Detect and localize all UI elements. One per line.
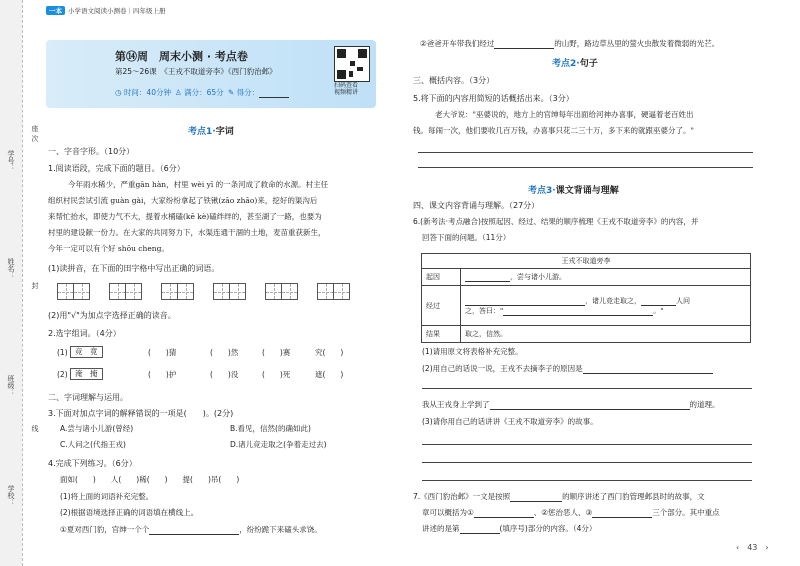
score-info: ✎ 得分： bbox=[228, 88, 289, 98]
q7-blank-1[interactable] bbox=[474, 508, 534, 518]
passage-line-3: 来帮忙抬水，即使力气不大，提着水桶磕(kē kè)磕绊绊的，甚至湖了一路，也要为 bbox=[48, 212, 322, 221]
s2-title: 二、字词理解与运用。 bbox=[48, 393, 128, 402]
row2-label: (2) bbox=[57, 370, 68, 379]
tianzige-4[interactable] bbox=[214, 283, 246, 300]
q7-line-3: 讲述的是第 (填序号)部分的内容。（4分） bbox=[422, 524, 597, 533]
passage-line-1: 今年雨水稀少，严重gān hàn，村里 wèi yī 的一条河成了救命的水源。村主任 bbox=[68, 180, 329, 189]
xuehao-label: 学号： bbox=[7, 150, 15, 171]
time-info: ◷ 时间：40分钟 bbox=[115, 88, 171, 97]
page-title: 第⑭周 周末小测 · 考点卷 bbox=[115, 50, 248, 63]
full-score-info: ♙ 满分：65分 bbox=[175, 88, 224, 97]
edit-icon: ✎ bbox=[228, 88, 237, 97]
row-cause-content[interactable]: ，尝与诸小儿游。 bbox=[461, 269, 751, 286]
qr-caption: 扫码查看 视频精讲 bbox=[334, 82, 359, 96]
page-subtitle: 第25～26课 《王戎不取道旁李》《西门豹治邺》 bbox=[115, 67, 277, 76]
row1-blank-a[interactable]: ( )猜 bbox=[148, 348, 177, 357]
tianzige-6[interactable] bbox=[318, 283, 350, 300]
tianzige-2[interactable] bbox=[110, 283, 142, 300]
q6-line-2: 回答下面的问题。（11分） bbox=[422, 233, 511, 242]
row2-blank-c[interactable]: ( )死 bbox=[262, 370, 291, 379]
page-number: ‹ 43 › bbox=[736, 543, 769, 552]
q5-answer-line-1[interactable] bbox=[418, 152, 753, 153]
q4c-blank[interactable] bbox=[149, 525, 239, 535]
q2-title: 2.选字组词。（4分） bbox=[48, 329, 121, 338]
q5-title: 5.将下面的内容用简短的话概括出来。（3分） bbox=[413, 94, 574, 103]
q7-blank-3[interactable] bbox=[592, 508, 652, 518]
q7-line-1: 7.《西门豹治邺》一文是按照 的顺序讲述了西门豹管理邺县时的故事，文 bbox=[413, 492, 705, 501]
s3-title: 三、概括内容。（3分） bbox=[413, 76, 495, 85]
clock-icon: ◷ bbox=[115, 88, 124, 97]
kp3-heading: 考点3·课文背诵与理解 bbox=[528, 186, 619, 196]
header-text: 小学语文阅读小测卷｜四年级上册 bbox=[68, 7, 166, 15]
row1-blank-b[interactable]: ( )然 bbox=[210, 348, 239, 357]
row2-blank-b[interactable]: ( )没 bbox=[210, 370, 239, 379]
q6-1: (1)请用原文将表格补充完整。 bbox=[422, 347, 523, 356]
side-ci: 次 bbox=[31, 135, 39, 142]
table-heading: 王戎不取道旁李 bbox=[422, 254, 751, 269]
row-process-content[interactable]: ，诸儿竞走取之， 人问 之，答曰：" 。" bbox=[461, 286, 751, 326]
q6-3-line-3[interactable] bbox=[422, 480, 752, 481]
q4c-sentence: ①夏对西门豹，官绅一个个 ，纷纷跪下来磕头求饶。 bbox=[60, 525, 322, 534]
xingming-label: 姓名： bbox=[7, 258, 15, 279]
option-b[interactable]: B.看见，信然(的确如此) bbox=[230, 424, 311, 433]
q7-line-2: 章可以概括为① 、②惩治恶人、③ 三个部分。其中重点 bbox=[422, 508, 720, 517]
row-label-cause: 起因 bbox=[422, 269, 461, 286]
q6-2: (2)用自己的话说一说，王戎不去摘李子的原因是 bbox=[422, 364, 713, 374]
q4a-instruction: (1)将上面的词语补充完整。 bbox=[60, 492, 154, 501]
xuexiao-label: 学校： bbox=[7, 485, 15, 506]
q1a-instruction: (1)读拼音，在下面的田字格中写出正确的词语。 bbox=[48, 264, 220, 273]
row1-blank-d[interactable]: 究( ) bbox=[315, 348, 344, 357]
brand-logo: 一本 bbox=[46, 6, 65, 15]
q5-passage-1: 老大爷说："巫婆说的，地方上的官绅每年出面给河神办喜事，硬逼着老百姓出 bbox=[435, 110, 694, 119]
q5-passage-2: 钱。每闹一次，他们要收几百万钱，办喜事只花二三十万，多下来的就跟巫婆分了。" bbox=[413, 126, 694, 135]
side-feng: 封 bbox=[31, 282, 39, 289]
option-d[interactable]: D.诸儿竞走取之(争着走过去) bbox=[230, 440, 327, 449]
person-icon: ♙ bbox=[175, 88, 185, 97]
row2-blank-d[interactable]: 遮( ) bbox=[315, 370, 344, 379]
kp2-heading: 考点2·句子 bbox=[552, 59, 598, 69]
row1-chars: 竞 竟 bbox=[70, 346, 103, 358]
q3-title: 3.下面对加点字词的解释错误的一项是( )。(2分) bbox=[48, 409, 234, 418]
kp1-heading: 考点1·字词 bbox=[188, 127, 234, 137]
q6-2-blank[interactable] bbox=[583, 364, 713, 374]
q6-3-line-1[interactable] bbox=[422, 444, 752, 445]
row-label-result: 结果 bbox=[422, 326, 461, 343]
row-result-content[interactable]: 取之，信然。 bbox=[461, 326, 751, 343]
q6-2-learned: 我从王戎身上学到了 的道理。 bbox=[422, 400, 720, 409]
s4-title: 四、课文内容背诵与理解。（27分） bbox=[413, 201, 540, 210]
side-zuo: 座 bbox=[31, 125, 39, 132]
header-bar bbox=[46, 6, 166, 15]
q5-answer-line-2[interactable] bbox=[418, 167, 753, 168]
passage-line-2: 组织村民尝试引流 guàn gài，大家纷纷拿起了铁锹(zāo zhāo)来，挖好的渠沟后 bbox=[48, 196, 318, 205]
story-table bbox=[421, 253, 751, 343]
q6-2-line[interactable] bbox=[422, 388, 752, 389]
option-c[interactable]: C.人问之(代指王戎) bbox=[60, 440, 126, 449]
row-label-process: 经过 bbox=[422, 286, 461, 326]
q7-blank-order[interactable] bbox=[510, 492, 562, 502]
tianzige-1[interactable] bbox=[58, 283, 90, 300]
banji-label: 班级： bbox=[7, 375, 15, 396]
q6-2b-blank[interactable] bbox=[490, 400, 690, 410]
passage-line-5: 今年一定可以有个好 shōu cheng。 bbox=[48, 244, 169, 253]
row2-chars: 淹 掩 bbox=[70, 368, 103, 380]
row2-blank-a[interactable]: ( )护 bbox=[148, 370, 177, 379]
qr-code[interactable] bbox=[334, 46, 370, 82]
idiom-fill[interactable]: 面如( ) 人( )稀( ) 提( )吊( ) bbox=[60, 475, 240, 484]
right-top-sentence: ②爸爸开车带我们经过 的山野，路边草丛里的萤火虫散发着微弱的光芒。 bbox=[420, 39, 720, 48]
q1b-instruction: (2)用"√"为加点字选择正确的读音。 bbox=[48, 311, 176, 320]
option-a[interactable]: A.尝与诸小儿游(曾经) bbox=[60, 424, 134, 433]
tianzige-5[interactable] bbox=[266, 283, 298, 300]
q7-blank-part[interactable] bbox=[460, 524, 500, 534]
s1-title: 一、字音字形。（10分） bbox=[48, 147, 135, 156]
row1-label: (1) bbox=[57, 348, 68, 357]
binding-strip bbox=[0, 0, 22, 566]
q6-3-line-2[interactable] bbox=[422, 462, 752, 463]
q4-title: 4.完成下列练习。（6分） bbox=[48, 459, 137, 468]
tianzige-3[interactable] bbox=[162, 283, 194, 300]
q6-3: (3)请你用自己的话讲讲《王戎不取道旁李》的故事。 bbox=[422, 417, 598, 426]
side-xian: 线 bbox=[31, 425, 39, 432]
q1-title: 1.阅读语段，完成下面的题目。（6分） bbox=[48, 164, 185, 173]
q6-line-1: 6.(新考法·考点融合)按照起因、经过、结果的顺序梳理《王戎不取道旁李》的内容，并 bbox=[413, 217, 699, 226]
passage-line-4: 村里的建设献一份力。在大家的共同努力下，水渠连通干涸的土地，麦苗重获新生， bbox=[48, 228, 326, 237]
cut-line bbox=[22, 0, 23, 566]
q4b-instruction: (2)根据语境选择正确的词语填在横线上。 bbox=[60, 508, 199, 517]
row1-blank-c[interactable]: ( )赛 bbox=[262, 348, 291, 357]
right-top-blank[interactable] bbox=[494, 39, 554, 49]
